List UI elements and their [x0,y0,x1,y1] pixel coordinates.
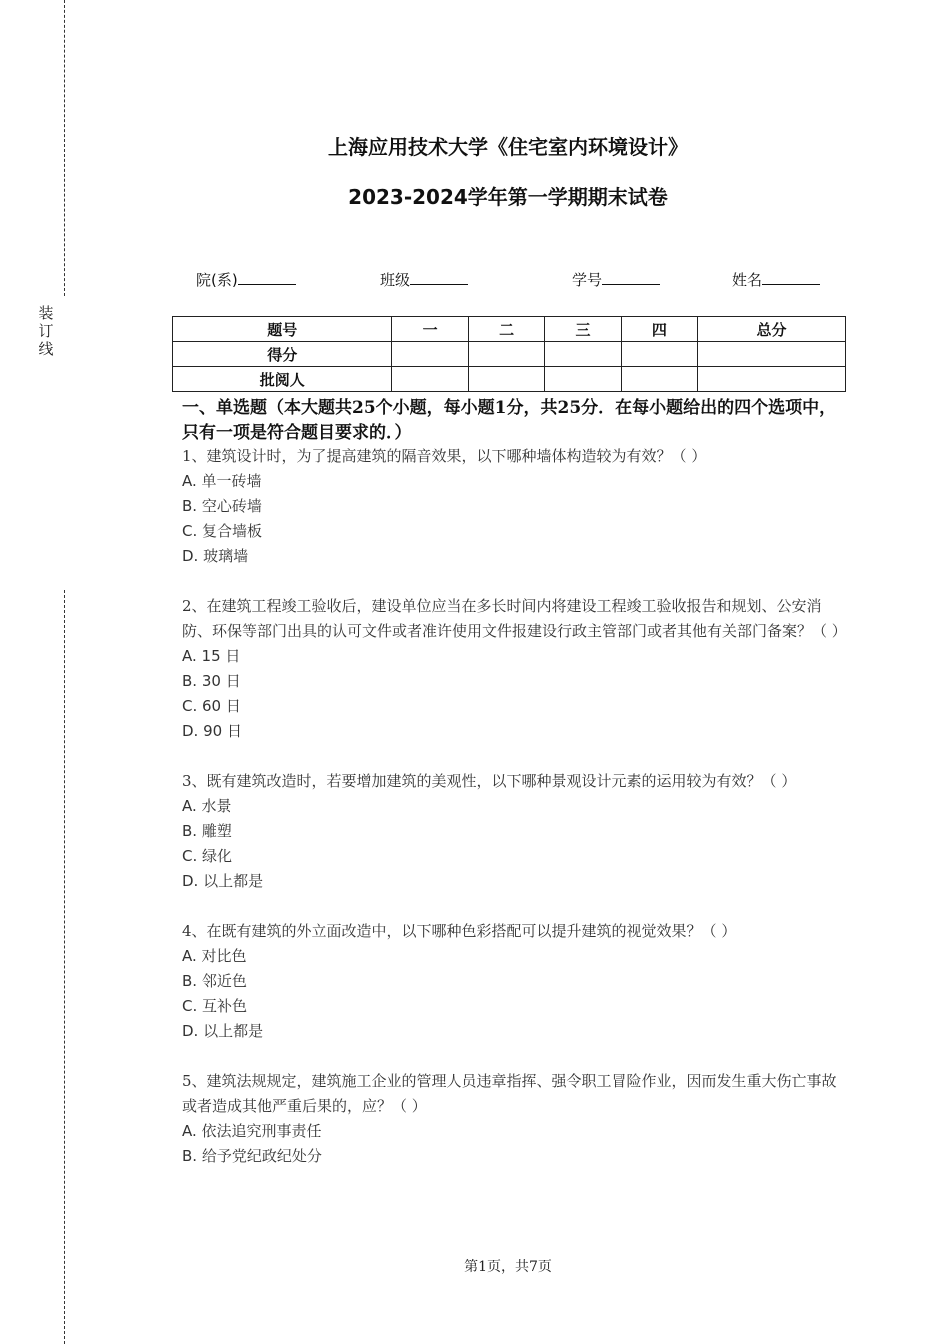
class-field[interactable]: 班级 [380,268,468,290]
score-table-header-row [173,317,846,342]
score-row-label: 得分 [173,342,392,367]
question-list [182,444,847,1169]
option[interactable]: B. 给予党纪政纪处分 [182,1147,322,1165]
option[interactable]: B. 邻近色 [182,972,247,990]
question-text: 2、在建筑工程竣工验收后，建设单位应当在多长时间内将建设工程竣工验收报告和规划、公安消防、环保等部门出具的认可文件或者准许使用文件报建设行政主管部门或者其他有关部门备案？（ ） [182,597,847,640]
option[interactable]: A. 15 日 [182,647,241,665]
grader-cell[interactable] [392,367,468,392]
college-blank[interactable] [238,268,296,285]
option[interactable]: A. 单一砖墙 [182,472,262,490]
score-header-cell: 一 [392,317,468,342]
binding-label [37,304,55,358]
question-text: 1、建筑设计时，为了提高建筑的隔音效果，以下哪种墙体构造较为有效？（ ） [182,447,707,465]
option[interactable]: C. 绿化 [182,847,233,865]
score-header-cell: 三 [545,317,621,342]
option[interactable]: B. 雕塑 [182,822,232,840]
score-row [173,342,846,367]
option[interactable]: A. 水景 [182,797,232,815]
exam-title-line1: 上海应用技术大学《住宅室内环境设计》 [328,135,688,159]
college-field[interactable]: 院(系) [196,268,296,290]
score-cell[interactable] [468,342,544,367]
binding-char: 线 [38,340,54,358]
option[interactable]: C. 互补色 [182,997,248,1015]
name-blank[interactable] [762,268,820,285]
class-blank[interactable] [410,268,468,285]
binding-char: 装 [38,304,54,322]
exam-title-line2: 2023-2024学年第一学期期末试卷 [348,185,668,209]
score-cell[interactable] [621,342,697,367]
option[interactable]: A. 对比色 [182,947,247,965]
option[interactable]: D. 玻璃墙 [182,547,249,565]
student-info-row [0,268,950,292]
option[interactable]: C. 60 日 [182,697,241,715]
section-heading: 一、单选题（本大题共25个小题，每小题1分，共25分．在每小题给出的四个选项中，只有一项是符合题目要求的．） [182,398,837,443]
score-table [172,316,846,392]
score-cell[interactable] [392,342,468,367]
page-footer: 第1页，共7页 [464,1259,552,1275]
binding-line-bottom [64,590,65,1344]
grader-cell[interactable] [545,367,621,392]
score-header-cell: 二 [468,317,544,342]
grader-cell[interactable] [468,367,544,392]
score-header-cell: 四 [621,317,697,342]
grader-cell[interactable] [698,367,846,392]
name-field[interactable]: 姓名 [732,268,820,290]
option[interactable]: B. 空心砖墙 [182,497,262,515]
score-header-cell: 总分 [698,317,846,342]
option[interactable]: C. 复合墙板 [182,522,263,540]
option[interactable]: D. 90 日 [182,722,242,740]
score-cell[interactable] [698,342,846,367]
student-id-blank[interactable] [602,268,660,285]
option[interactable]: D. 以上都是 [182,1022,264,1040]
student-id-field[interactable]: 学号 [572,268,660,290]
score-cell[interactable] [545,342,621,367]
grader-row [173,367,846,392]
question-text: 5、建筑法规规定，建筑施工企业的管理人员违章指挥、强令职工冒险作业，因而发生重大伤亡事故或者造成其他严重后果的，应？（ ） [182,1072,837,1115]
grader-cell[interactable] [621,367,697,392]
grader-row-label: 批阅人 [173,367,392,392]
option[interactable]: B. 30 日 [182,672,241,690]
option[interactable]: D. 以上都是 [182,872,264,890]
score-header-cell: 题号 [173,317,392,342]
question-text: 4、在既有建筑的外立面改造中，以下哪种色彩搭配可以提升建筑的视觉效果？（ ） [182,922,737,940]
option[interactable]: A. 依法追究刑事责任 [182,1122,322,1140]
binding-char: 订 [38,322,54,340]
question-text: 3、既有建筑改造时，若要增加建筑的美观性，以下哪种景观设计元素的运用较为有效？（ ） [182,772,797,790]
